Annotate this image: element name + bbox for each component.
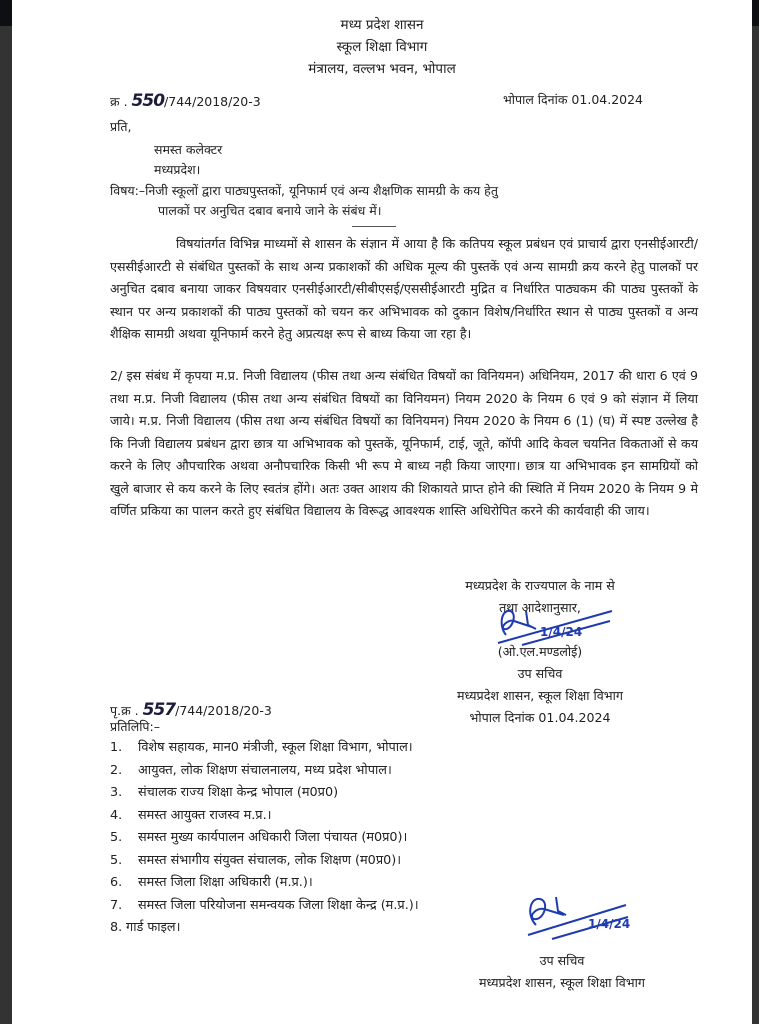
item-number: 2.	[110, 762, 123, 778]
item-number: 6.	[110, 875, 123, 890]
signature-date-printed: भोपाल दिनांक 01.04.2024	[469, 710, 611, 725]
signature-block-2	[432, 950, 692, 994]
ref-prefix: क्र .	[110, 94, 128, 109]
signature-2-date: 1/4/24	[588, 917, 631, 931]
on-behalf-line: मध्यप्रदेश के राज्यपाल के नाम से	[465, 578, 615, 593]
signatory-2-designation: उप सचिव	[539, 953, 585, 968]
subject	[110, 181, 670, 221]
ref-handwritten-number: 550	[131, 91, 165, 111]
copy-list-item	[110, 737, 419, 760]
signatory-2-department: मध्यप्रदेश शासन, स्कूल शिक्षा विभाग	[478, 975, 646, 990]
signatory-designation: उप सचिव	[517, 666, 563, 681]
item-text: समस्त जिला शिक्षा अधिकारी (म.प्र.)।	[138, 875, 313, 890]
item-number: 1.	[110, 740, 123, 755]
copy-list-item	[110, 872, 419, 895]
item-number: 7.	[110, 897, 123, 913]
copy-list-item	[110, 782, 419, 805]
paragraph-2: 2/ इस संबंध में कृपया म.प्र. निजी विद्यालय (फीस तथा अन्य संबंधित विषयों का विनियमन) अधिनियम, 2017 की धारा 6 एवं 9 तथा म.प्र. निजी विद्यालय (फीस तथा अन्य संबंधित विषयों का विनियमन) नियम 2020 के नियम 6 एवं 9 को संज्ञान में लिया जाये। म.प्र. निजी विद्यालय (फीस तथा अन्य संबंधित विषयों का विनियमन) नियम 2020 के नियम 6 (1) (घ) में स्पष्ट उल्लेख है कि निजी विद्यालय प्रबंधन द्वारा छात्र या अभिभावक को पुस्तकें, यूनिफार्म, टाई, जूते, कॉपी आदि केवल चयनित विकताओं से कय करने के लिए औपचारिक अथवा अनौपचारिक किसी भी रूप मे बाध्य नही किया जाएगा। छात्र या अभिभावक इन सामग्रियों को खुले बाजार से कय करने के लिए स्वतंत्र होंगे। अतः उक्त आशय की शिकायते प्राप्त होने की स्थिति में नियम 2020 के नियम 9 मे वर्णित प्रकिया का पालन करते हुए संबंधित विद्यालय के विरूद्ध आवश्यक शास्ति अधिरोपित करने की कार्यवाही की जाय।	[110, 368, 698, 518]
addressee	[154, 140, 222, 180]
copy-list-item	[110, 805, 419, 828]
signature-area	[410, 619, 670, 641]
letterhead	[12, 14, 752, 80]
copy-list-item	[110, 760, 419, 783]
signature-block-1	[410, 575, 670, 729]
copy-ref-handwritten-number: 557	[142, 700, 176, 720]
letterhead-address: मंत्रालय, वल्लभ भवन, भोपाल	[308, 61, 456, 77]
document-page	[12, 0, 752, 1024]
copy-list-item	[110, 827, 419, 850]
copy-ref-prefix: पृ.क्र .	[110, 703, 139, 718]
item-number: 4.	[110, 807, 123, 823]
viewer-right-edge	[752, 26, 759, 1024]
viewer-left-edge	[0, 26, 12, 1024]
subject-line-2: पालकों पर अनुचित दबाव बनाये जाने के संबंध में।	[158, 203, 382, 218]
copy-reference-number	[110, 700, 272, 720]
copy-ref-suffix: /744/2018/20-3	[175, 703, 272, 718]
copy-list-item	[110, 850, 419, 873]
item-number: 8.	[110, 920, 123, 935]
signatory-department: मध्यप्रदेश शासन, स्कूल शिक्षा विभाग	[456, 688, 624, 703]
letter-date: भोपाल दिनांक 01.04.2024	[503, 92, 644, 107]
signature-date: 1/4/24	[540, 625, 583, 639]
item-text: आयुक्त, लोक शिक्षण संचालनालय, मध्य प्रदेश भोपाल।	[138, 762, 392, 778]
item-text: विशेष सहायक, मान0 मंत्रीजी, स्कूल शिक्षा विभाग, भोपाल।	[138, 740, 413, 755]
item-text: समस्त आयुक्त राजस्व म.प्र.।	[138, 807, 272, 823]
copy-title: प्रतिलिपि:–	[110, 719, 160, 734]
letterhead-department: स्कूल शिक्षा विभाग	[336, 39, 428, 55]
copy-list-item	[110, 917, 419, 940]
letterhead-government: मध्य प्रदेश शासन	[340, 17, 424, 33]
separator-line	[352, 226, 396, 227]
copy-list-item	[110, 895, 419, 918]
item-text: समस्त संभागीय संयुक्त संचालक, लोक शिक्षण (म0प्र0)।	[138, 852, 402, 868]
item-number: 5.	[110, 852, 123, 868]
addressee-line-2: मध्यप्रदेश।	[154, 162, 201, 177]
item-number: 3.	[110, 785, 123, 800]
copy-list	[110, 737, 419, 940]
item-text: संचालक राज्य शिक्षा केन्द्र भोपाल (म0प्र0)	[138, 785, 339, 800]
addressee-line-1: समस्त कलेक्टर	[154, 142, 223, 157]
paragraph-1-text: विषयांतर्गत विभिन्न माध्यमों से शासन के संज्ञान में आया है कि कतिपय स्कूल प्रबंधन एवं प्राचार्य द्वारा एनसीईआरटी/एससीईआरटी से संबंधित पुस्तकों के साथ अन्य प्रकाशकों की अधिक मूल्य की पुस्तकें एवं अन्य सामग्री क्रय करने हेतु पालकों पर अनुचित दबाव बनाया जाकर विषयवार एनसीईआरटी/सीबीएसई/एससीईआरटी मुद्रित व निर्धारित पाठ्यकम की पाठ्य पुस्तकों के स्थान पर अन्य प्रकाशकों की पाठ्य पुस्तकों को चयन कर अभिभावक को दुकान विशेष/निर्धारित स्थान से पाठ्य पुस्तकों व अन्य शैक्षिक सामग्री अथवा यूनिफार्म करने हेतु अप्रत्यक्ष रूप से बाध्य किया जा रहा है।	[110, 236, 698, 341]
item-text: समस्त मुख्य कार्यपालन अधिकारी जिला पंचायत (म0प्र0)।	[138, 830, 408, 845]
item-text: गार्ड फाइल।	[126, 920, 181, 935]
to-label: प्रति,	[110, 119, 132, 134]
ref-suffix: /744/2018/20-3	[164, 94, 261, 109]
item-number: 5.	[110, 830, 123, 845]
by-order-line: तथा आदेशानुसार,	[499, 600, 581, 615]
reference-number	[110, 91, 261, 111]
signatory-name: (ओ.एल.मण्डलोई)	[497, 644, 583, 659]
signature-area-2	[522, 893, 662, 943]
paragraph-1	[110, 233, 698, 346]
item-text: समस्त जिला परियोजना समन्वयक जिला शिक्षा केन्द्र (म.प्र.)।	[138, 897, 419, 913]
subject-line-1: विषय:–निजी स्कूलों द्वारा पाठ्यपुस्तकों, यूनिफार्म एवं अन्य शैक्षणिक सामग्री के कय हेतु	[110, 183, 498, 198]
